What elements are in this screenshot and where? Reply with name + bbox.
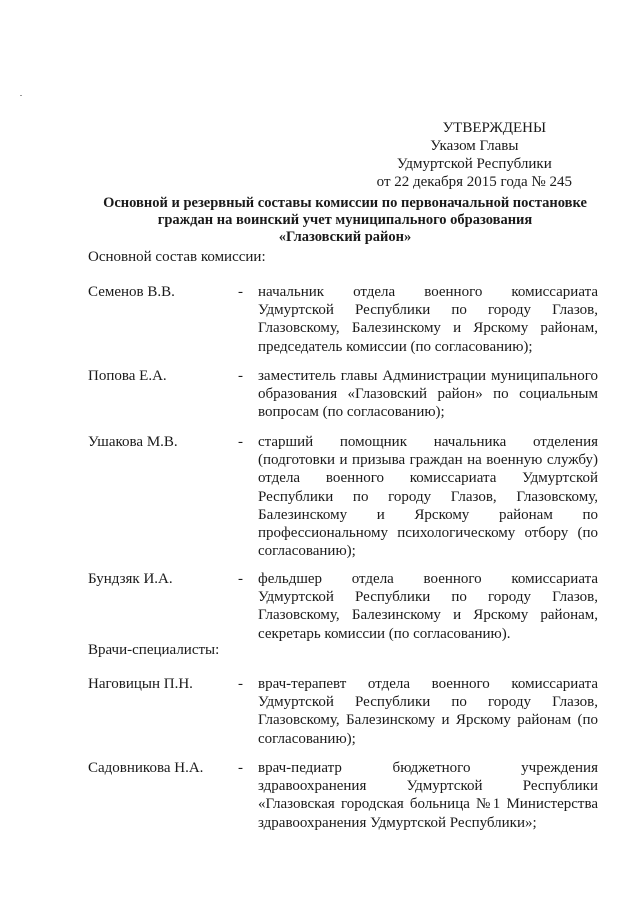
doctor-dash: - — [238, 760, 243, 776]
member-name: Ушакова М.В. — [88, 434, 178, 450]
doctor-description: врач-терапевт отдела военного комиссариата Удмуртской Республики по городу Глазов, Глазовскому, Балезинскому и Ярскому районам (по согласованию); — [258, 676, 598, 747]
section-doctors-heading: Врачи-специалисты: — [88, 642, 220, 658]
approval-block — [377, 119, 572, 191]
doctor-description: врач-педиатр бюджетного учреждения здравоохранения Удмуртской Республики «Глазовская городская больница №1 Министерства здравоохранения Удмуртской Республики»; — [258, 760, 598, 831]
member-description: старший помощник начальника отделения (подготовки и призыва граждан на военную службу) отдела военного комиссариата Удмуртской Республики по городу Глазов, Глазовскому, Балезинскому и Ярскому районам по профессиональному психологическому отбору (по согласованию); — [258, 434, 598, 560]
member-entry — [88, 570, 598, 643]
doctor-name: Наговицын П.Н. — [88, 676, 193, 692]
doctor-entry — [88, 675, 598, 748]
title-line-1: Основной и резервный составы комиссии по первоначальной постановке — [103, 195, 587, 211]
doctor-name: Садовникова Н.А. — [88, 760, 204, 776]
approval-heading: УТВЕРЖДЕНЫ — [442, 120, 547, 136]
member-entry — [88, 367, 598, 422]
member-dash: - — [238, 434, 243, 450]
member-entry — [88, 283, 598, 356]
title-line-3: «Глазовский район» — [278, 229, 412, 245]
doctor-dash: - — [238, 676, 243, 692]
document-title — [95, 195, 595, 246]
member-dash: - — [238, 284, 243, 300]
doctor-entry — [88, 759, 598, 832]
approval-date: от 22 декабря 2015 года № 245 — [376, 174, 572, 190]
member-dash: - — [238, 368, 243, 384]
member-name: Семенов В.В. — [88, 284, 175, 300]
member-entry — [88, 433, 598, 560]
approval-republic: Удмуртской Республики — [396, 156, 552, 172]
member-dash: - — [238, 571, 243, 587]
member-description: фельдшер отдела военного комиссариата Удмуртской Республики по городу Глазов, Глазовскому, Балезинскому и Ярскому районам, секретарь комиссии (по согласованию). — [258, 571, 598, 642]
member-description: начальник отдела военного комиссариата Удмуртской Республики по городу Глазов, Глазовскому, Балезинскому и Ярскому районам, председатель комиссии (по согласованию); — [258, 284, 598, 355]
title-line-2: граждан на воинский учет муниципального образования — [157, 212, 533, 228]
approval-decree: Указом Главы — [430, 138, 519, 154]
scan-speck — [20, 95, 22, 96]
member-name: Бундзяк И.А. — [88, 571, 173, 587]
member-description: заместитель главы Администрации муниципального образования «Глазовский район» по социальным вопросам (по согласованию); — [258, 368, 598, 421]
section-main-heading: Основной состав комиссии: — [88, 249, 266, 265]
member-name: Попова Е.А. — [88, 368, 167, 384]
